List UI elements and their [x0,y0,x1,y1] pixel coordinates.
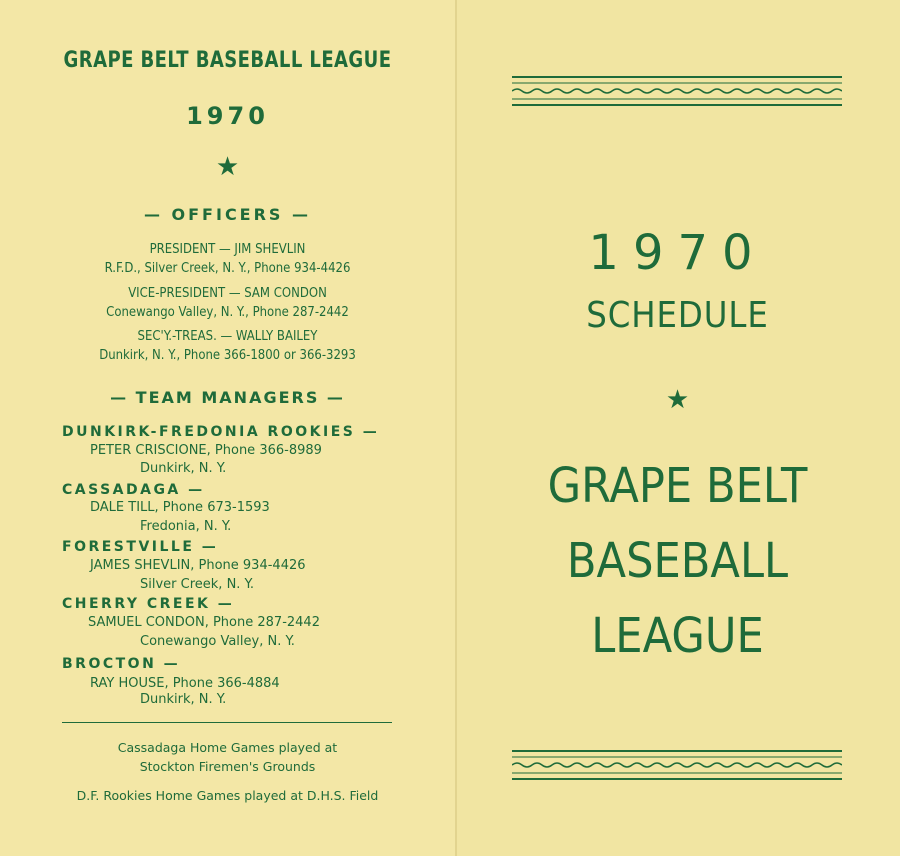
star-icon: ★ [665,385,690,415]
team-town: Fredonia, N. Y. [140,519,232,534]
officer-role: SEC'Y.-TREAS. — WALLY BAILEY [137,329,318,344]
team-name-brocton: BROCTON — [62,656,181,672]
team-manager: DALE TILL, Phone 673-1593 [90,500,270,515]
officer-address: Dunkirk, N. Y., Phone 366-1800 or 366-3293 [99,348,356,363]
fold-line [455,0,457,856]
cover-year: 1970 [588,225,767,281]
note-line: Cassadaga Home Games played at [117,740,338,755]
divider-rule [62,722,392,723]
rookies-home-note: D.F. Rookies Home Games played at D.H.S. Field [76,788,379,803]
team-town: Silver Creek, N. Y. [140,577,254,592]
cover-schedule: SCHEDULE [586,295,769,336]
team-manager: SAMUEL CONDON, Phone 287-2442 [88,615,320,630]
team-town: Dunkirk, N. Y. [140,461,227,476]
team-name-forestville: FORESTVILLE — [62,539,219,555]
team-name-cassadaga: CASSADAGA — [62,482,205,498]
officer-president [0,240,455,278]
right-panel [455,0,900,856]
officers-heading: — OFFICERS — [143,205,312,224]
officer-address: Conewango Valley, N. Y., Phone 287-2442 [106,305,349,320]
team-manager: JAMES SHEVLIN, Phone 934-4426 [90,558,306,573]
officer-secretary-treasurer [0,327,455,365]
team-name-dunkirk-fredonia: DUNKIRK-FREDONIA ROOKIES — [62,424,380,440]
bottom-ornament-rule [512,748,842,784]
officer-role: PRESIDENT — JIM SHEVLIN [149,242,306,257]
league-title: GRAPE BELT BASEBALL LEAGUE [63,48,392,73]
cover-title-line2: BASEBALL [566,533,789,589]
home-games-note [0,738,455,776]
team-managers-heading: — TEAM MANAGERS — [110,388,345,407]
top-ornament-rule [512,74,842,110]
team-town: Dunkirk, N. Y. [140,692,227,707]
team-manager: RAY HOUSE, Phone 366-4884 [90,676,280,691]
officer-role: VICE-PRESIDENT — SAM CONDON [128,286,327,301]
season-year: 1970 [186,102,269,130]
team-town: Conewango Valley, N. Y. [140,634,295,649]
officer-address: R.F.D., Silver Creek, N. Y., Phone 934-4426 [104,261,351,276]
cover-title-line3: LEAGUE [591,608,764,664]
team-manager: PETER CRISCIONE, Phone 366-8989 [90,443,322,458]
officer-vice-president [0,284,455,322]
team-name-cherry-creek: CHERRY CREEK — [62,596,235,612]
cover-title-line1: GRAPE BELT [547,458,808,514]
star-icon: ★ [215,152,240,182]
note-line: Stockton Firemen's Grounds [139,759,316,774]
